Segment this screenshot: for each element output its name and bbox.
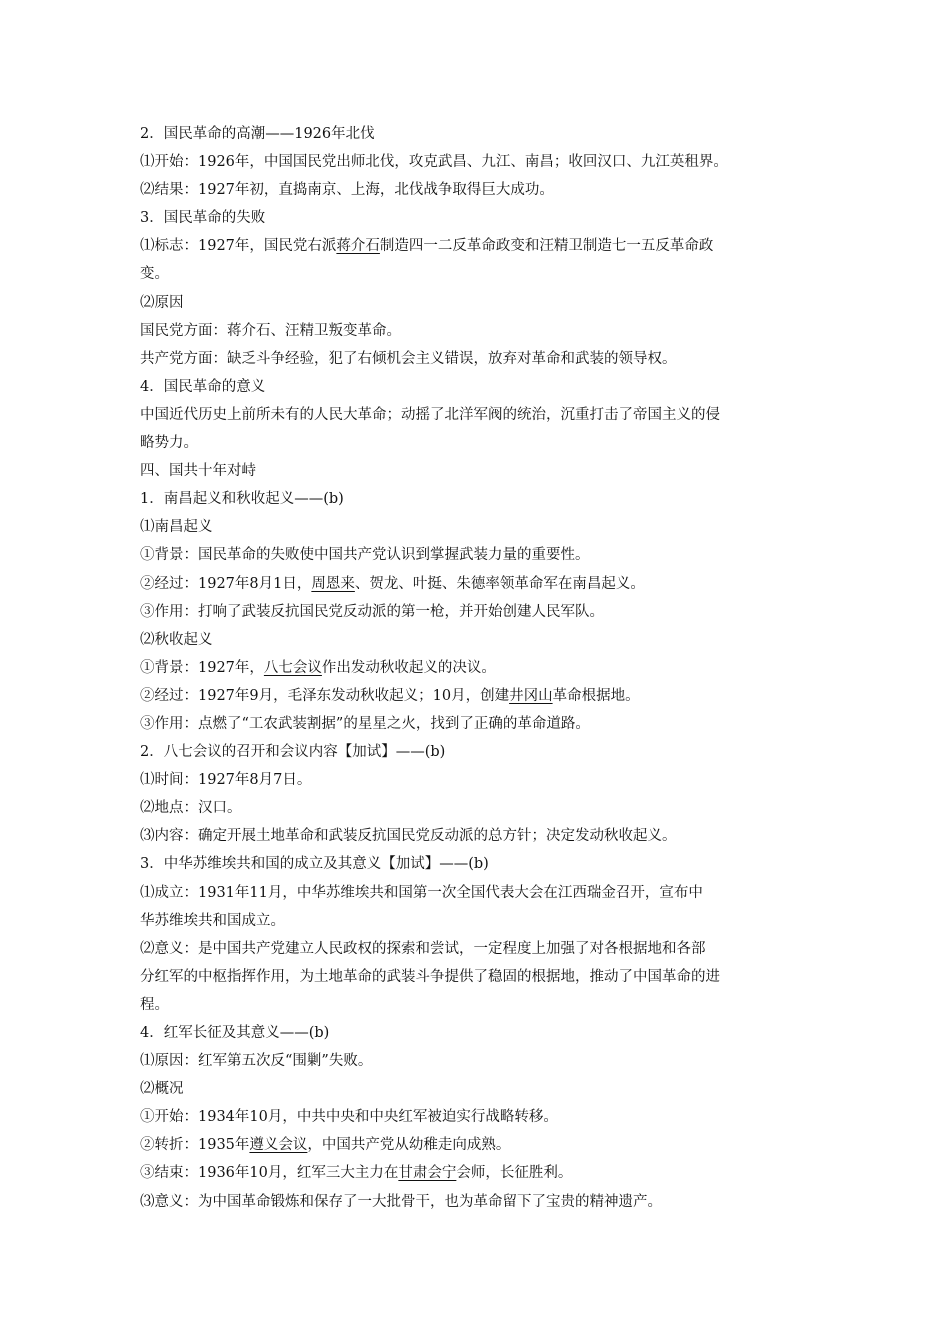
text-segment: 略势力。	[140, 435, 198, 452]
text-line	[140, 148, 830, 176]
text-line	[140, 991, 830, 1019]
text-segment: 2．国民革命的高潮——1926年北伐	[140, 126, 375, 142]
text-line	[140, 120, 830, 148]
text-line	[140, 710, 830, 738]
underlined-term: 甘肃会宁	[398, 1165, 457, 1182]
text-line	[140, 485, 830, 513]
text-line	[140, 570, 830, 598]
text-line	[140, 1188, 830, 1216]
text-line	[140, 682, 830, 710]
text-line	[140, 879, 830, 907]
text-line	[140, 317, 830, 345]
text-segment: 华苏维埃共和国成立。	[140, 912, 285, 929]
text-line	[140, 1159, 830, 1187]
text-line	[140, 232, 830, 260]
text-segment: ①开始：1934年10月，中共中央和中央红军被迫实行战略转移。	[140, 1109, 558, 1126]
text-segment: ⑶内容：确定开展土地革命和武装反抗国民党反动派的总方针；决定发动秋收起义。	[140, 828, 677, 845]
text-segment: 2．八七会议的召开和会议内容【加试】——(b)	[140, 744, 446, 761]
text-line	[140, 850, 830, 878]
text-line	[140, 289, 830, 317]
text-segment: ⑵地点：汉口。	[140, 800, 242, 817]
text-segment: ①背景：国民革命的失败使中国共产党认识到掌握武装力量的重要性。	[140, 547, 590, 564]
text-segment: ⑴南昌起义	[140, 519, 213, 536]
text-segment: ⑴成立：1931年11月，中华苏维埃共和国第一次全国代表大会在江西瑞金召开，宣布中	[140, 884, 703, 901]
text-line	[140, 626, 830, 654]
text-segment: ⑴标志：1927年，国民党右派	[140, 238, 337, 255]
text-line	[140, 176, 830, 204]
text-line	[140, 935, 830, 963]
text-line	[140, 766, 830, 794]
text-line	[140, 1131, 830, 1159]
text-segment: ⑵意义：是中国共产党建立人民政权的探索和尝试，一定程度上加强了对各根据地和各部	[140, 940, 706, 957]
text-segment: 4．红军长征及其意义——(b)	[140, 1025, 330, 1041]
text-segment: 会师，长征胜利。	[456, 1165, 573, 1182]
text-line	[140, 204, 830, 232]
text-segment: 四、国共十年对峙	[140, 463, 256, 480]
text-line	[140, 598, 830, 626]
text-line	[140, 1019, 830, 1047]
text-segment: 国民党方面：蒋介石、汪精卫叛变革命。	[140, 322, 401, 339]
text-segment: ③作用：打响了武装反抗国民党反动派的第一枪，并开始创建人民军队。	[140, 603, 604, 620]
underlined-term: 蒋介石	[336, 238, 380, 255]
text-line	[140, 738, 830, 766]
text-segment: ③作用：点燃了“工农武装割据”的星星之火，找到了正确的革命道路。	[140, 715, 590, 732]
text-segment: ⑴时间：1927年8月7日。	[140, 772, 312, 789]
text-segment: ①背景：1927年，	[140, 659, 264, 676]
text-segment: ⑶意义：为中国革命锻炼和保存了一大批骨干，也为革命留下了宝贵的精神遗产。	[140, 1193, 662, 1210]
text-segment: 中国近代历史上前所未有的人民大革命；动摇了北洋军阀的统治，沉重打击了帝国主义的侵	[140, 406, 720, 423]
text-segment: ⑵结果：1927年初，直捣南京、上海，北伐战争取得巨大成功。	[140, 182, 554, 199]
text-segment: ②经过：1927年9月，毛泽东发动秋收起义；10月，创建	[140, 687, 510, 704]
text-segment: 共产党方面：缺乏斗争经验，犯了右倾机会主义错误，放弃对革命和武装的领导权。	[140, 350, 677, 367]
text-segment: ⑴原因：红军第五次反“围剿”失败。	[140, 1053, 373, 1070]
text-segment: 程。	[140, 996, 169, 1013]
text-line	[140, 963, 830, 991]
text-segment: ⑴开始：1926年，中国国民党出师北伐，攻克武昌、九江、南昌；收回汉口、九江英租界。	[140, 154, 728, 171]
text-line	[140, 260, 830, 288]
text-line	[140, 429, 830, 457]
text-line	[140, 1075, 830, 1103]
text-line	[140, 513, 830, 541]
text-segment: 3．中华苏维埃共和国的成立及其意义【加试】——(b)	[140, 856, 489, 873]
text-line	[140, 457, 830, 485]
text-segment: ，中国共产党从幼稚走向成熟。	[307, 1137, 511, 1154]
text-segment: ⑵秋收起义	[140, 631, 213, 648]
text-line	[140, 907, 830, 935]
text-line	[140, 822, 830, 850]
underlined-term: 遵义会议	[249, 1137, 308, 1154]
text-segment: 革命根据地。	[552, 687, 640, 704]
text-segment: ⑵原因	[140, 294, 184, 311]
underlined-term: 井冈山	[509, 687, 553, 704]
text-segment: 4．国民革命的意义	[140, 378, 266, 395]
text-line	[140, 401, 830, 429]
text-segment: 作出发动秋收起义的决议。	[321, 659, 496, 676]
text-segment: ⑵概况	[140, 1081, 184, 1098]
text-line	[140, 345, 830, 373]
text-line	[140, 794, 830, 822]
underlined-term: 周恩来	[311, 575, 355, 592]
text-segment: ②转折：1935年	[140, 1137, 250, 1154]
text-segment: 分红军的中枢指挥作用，为土地革命的武装斗争提供了稳固的根据地，推动了中国革命的进	[140, 968, 720, 985]
text-line	[140, 541, 830, 569]
text-segment: 1．南昌起义和秋收起义——(b)	[140, 491, 344, 508]
text-segment: 、贺龙、叶挺、朱德率领革命军在南昌起义。	[354, 575, 645, 592]
text-segment: 3．国民革命的失败	[140, 210, 266, 227]
text-segment: ②经过：1927年8月1日，	[140, 575, 312, 592]
text-segment: 变。	[140, 266, 169, 283]
underlined-term: 八七会议	[263, 659, 322, 676]
text-segment: 制造四一二反革命政变和汪精卫制造七一五反革命政	[379, 238, 714, 255]
text-line	[140, 373, 830, 401]
document-page	[140, 120, 830, 1216]
text-line	[140, 1047, 830, 1075]
text-line	[140, 654, 830, 682]
text-line	[140, 1103, 830, 1131]
text-segment: ③结束：1936年10月，红军三大主力在	[140, 1165, 399, 1182]
